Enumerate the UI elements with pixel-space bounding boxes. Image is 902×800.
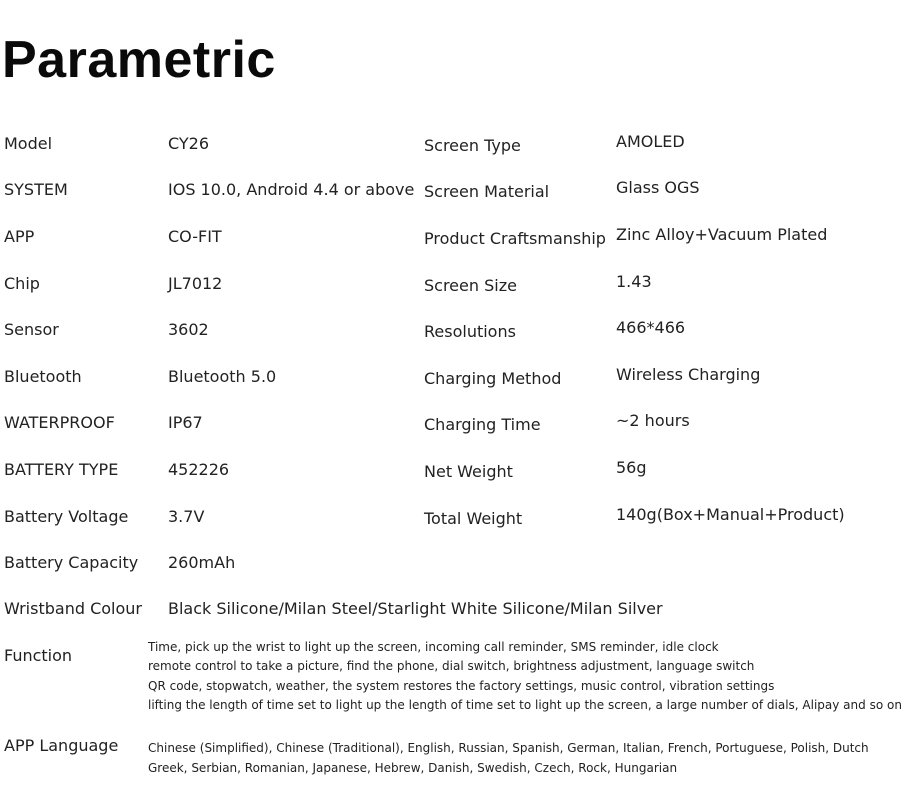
- spec-label-battery-capacity: Battery Capacity: [4, 553, 139, 572]
- spec-value-wristband-colour: Black Silicone/Milan Steel/Starlight White Silicone/Milan Silver: [168, 599, 663, 618]
- page-title: Parametric: [2, 31, 276, 89]
- spec-value-battery-capacity: 260mAh: [168, 553, 236, 572]
- spec-label-charging-time: Charging Time: [424, 415, 541, 434]
- spec-label-charging-method: Charging Method: [424, 369, 562, 388]
- spec-value-product-craftsmanship: Zinc Alloy+Vacuum Plated: [616, 225, 828, 244]
- function-line: QR code, stopwatch, weather, the system restores the factory settings, music control, vibration settings: [148, 679, 775, 693]
- spec-label-waterproof: WATERPROOF: [4, 413, 115, 432]
- spec-value-net-weight: 56g: [616, 458, 647, 477]
- spec-value-screen-size: 1.43: [616, 272, 652, 291]
- spec-value-resolutions: 466*466: [616, 318, 686, 337]
- app-language-line: Chinese (Simplified), Chinese (Traditional), English, Russian, Spanish, German, Italian, French, Portuguese, Polish, Dutch: [148, 741, 869, 755]
- spec-value-system: IOS 10.0, Android 4.4 or above: [168, 180, 415, 199]
- spec-label-screen-material: Screen Material: [424, 182, 550, 201]
- function-line: remote control to take a picture, find the phone, dial switch, brightness adjustment, language switch: [148, 659, 755, 673]
- spec-label-chip: Chip: [4, 274, 40, 293]
- spec-value-bluetooth: Bluetooth 5.0: [168, 367, 277, 386]
- spec-label-screen-type: Screen Type: [424, 136, 521, 155]
- spec-label-function: Function: [4, 646, 73, 665]
- spec-label-battery-type: BATTERY TYPE: [4, 460, 119, 479]
- function-line: lifting the length of time set to light up the length of time set to light up the screen, a large number of dials, Alipay and so on: [148, 698, 902, 712]
- spec-label-system: SYSTEM: [4, 180, 68, 199]
- spec-value-screen-type: AMOLED: [616, 132, 685, 151]
- spec-value-screen-material: Glass OGS: [616, 178, 700, 197]
- app-language-line: Greek, Serbian, Romanian, Japanese, Hebrew, Danish, Swedish, Czech, Rock, Hungarian: [148, 761, 678, 775]
- spec-label-total-weight: Total Weight: [424, 509, 523, 528]
- spec-value-model: CY26: [168, 134, 210, 153]
- spec-label-product-craftsmanship: Product Craftsmanship: [424, 229, 606, 248]
- spec-label-screen-size: Screen Size: [424, 276, 517, 295]
- spec-value-sensor: 3602: [168, 320, 209, 339]
- spec-value-battery-type: 452226: [168, 460, 230, 479]
- spec-value-charging-method: Wireless Charging: [616, 365, 761, 384]
- spec-value-charging-time: ~2 hours: [616, 411, 690, 430]
- spec-value-waterproof: IP67: [168, 413, 203, 432]
- spec-label-net-weight: Net Weight: [424, 462, 513, 481]
- spec-label-resolutions: Resolutions: [424, 322, 516, 341]
- spec-value-battery-voltage: 3.7V: [168, 507, 205, 526]
- spec-label-model: Model: [4, 134, 53, 153]
- function-line: Time, pick up the wrist to light up the screen, incoming call reminder, SMS reminder, idle clock: [148, 640, 719, 654]
- spec-label-battery-voltage: Battery Voltage: [4, 507, 129, 526]
- spec-label-sensor: Sensor: [4, 320, 59, 339]
- spec-value-app: CO-FIT: [168, 227, 222, 246]
- spec-value-total-weight: 140g(Box+Manual+Product): [616, 505, 845, 524]
- spec-value-chip: JL7012: [168, 274, 223, 293]
- spec-label-app: APP: [4, 227, 35, 246]
- spec-label-bluetooth: Bluetooth: [4, 367, 82, 386]
- spec-label-wristband-colour: Wristband Colour: [4, 599, 142, 618]
- spec-label-app-language: APP Language: [4, 736, 119, 755]
